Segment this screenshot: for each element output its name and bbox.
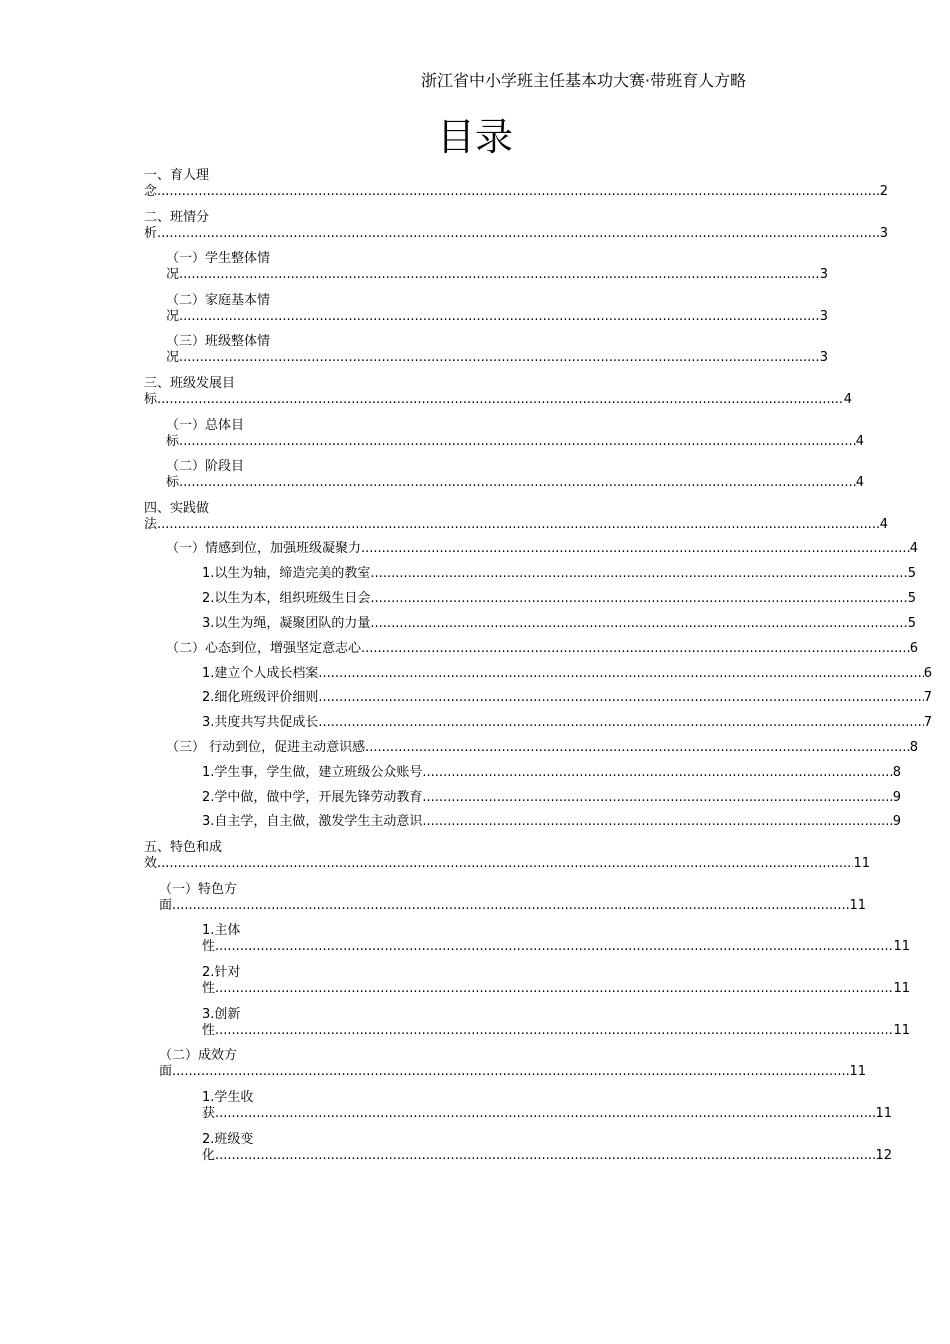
toc-entry-title: 3.共度共写共促成长	[202, 715, 319, 730]
toc-entry-title: （三） 行动到位，促进主动意识感	[166, 740, 366, 755]
toc-entry-title: 2.以生为本，组织班级生日会	[202, 591, 371, 606]
toc-entry[interactable]	[202, 765, 901, 781]
toc-entry-title: 3.创新	[202, 1007, 241, 1022]
toc-entry-title-cont: 析	[144, 226, 158, 241]
toc-entry[interactable]	[166, 740, 918, 756]
toc-entry[interactable]	[202, 666, 932, 682]
toc-entry[interactable]	[166, 541, 918, 557]
toc-entry-title: （二）成效方	[159, 1048, 238, 1063]
toc-entry-title: 五、特色和成	[144, 840, 223, 855]
toc-leader-dots	[361, 641, 910, 657]
toc-entry-title: 三、班级发展目	[144, 376, 236, 391]
toc-leader-dots	[422, 790, 892, 806]
toc-page-number: 7	[923, 715, 932, 730]
toc-page-number: 2	[879, 184, 888, 199]
toc-entry-title: （三）班级整体情	[166, 334, 271, 349]
toc-entry[interactable]	[202, 790, 901, 806]
toc-entry-title: （一）特色方	[159, 882, 238, 897]
toc-entry-title: （二）心态到位，增强坚定意志心	[166, 641, 362, 656]
toc-entry[interactable]	[144, 376, 852, 408]
toc-entry[interactable]	[202, 690, 932, 706]
toc-entry-title-cont: 况	[166, 309, 180, 324]
toc-page-number: 4	[879, 517, 888, 532]
toc-leader-dots	[179, 267, 820, 283]
toc-page-number: 5	[907, 591, 916, 606]
toc-page-number: 4	[855, 475, 864, 490]
toc-leader-dots	[370, 616, 907, 632]
toc-page-number: 8	[909, 740, 918, 755]
toc-entry-title-cont: 化	[202, 1148, 216, 1163]
toc-entry[interactable]	[202, 965, 910, 997]
toc-page-number: 9	[892, 790, 901, 805]
toc-entry-title: 1.主体	[202, 923, 241, 938]
toc-entry-title: 四、实践做	[144, 501, 210, 516]
toc-page-number: 3	[879, 226, 888, 241]
toc-leader-dots	[172, 898, 849, 914]
toc-page-number: 5	[907, 566, 916, 581]
toc-entry-title-cont: 标	[144, 392, 158, 407]
toc-entry[interactable]	[202, 715, 932, 731]
toc-entry-title: 2.学中做，做中学，开展先锋劳动教育	[202, 790, 423, 805]
toc-entry[interactable]	[144, 840, 870, 872]
page-header: 浙江省中小学班主任基本功大赛·带班育人方略	[421, 71, 747, 90]
toc-entry[interactable]	[166, 251, 828, 283]
toc-leader-dots	[422, 814, 892, 830]
toc-entry-title: 3.自主学，自主做，激发学生主动意识	[202, 814, 423, 829]
toc-leader-dots	[370, 591, 907, 607]
toc-entry-title: 2.针对	[202, 965, 241, 980]
toc-leader-dots	[215, 1148, 875, 1164]
page-title: 目录	[436, 115, 513, 159]
toc-entry-title: （二）阶段目	[166, 459, 245, 474]
toc-page-number: 3	[819, 309, 828, 324]
toc-page-number: 6	[909, 641, 918, 656]
toc-entry-title: 2.班级变	[202, 1132, 254, 1147]
toc-entry[interactable]	[202, 1132, 892, 1164]
toc-page-number: 11	[893, 981, 910, 996]
toc-page-number: 3	[819, 267, 828, 282]
toc-entry[interactable]	[202, 1090, 892, 1122]
toc-page-number: 6	[923, 666, 932, 681]
toc-page-number: 11	[849, 898, 866, 913]
toc-entry-title: （一）情感到位，加强班级凝聚力	[166, 541, 362, 556]
toc-leader-dots	[215, 1106, 875, 1122]
toc-entry-title: 1.以生为轴，缔造完美的教室	[202, 566, 371, 581]
toc-leader-dots	[318, 690, 923, 706]
toc-page-number: 7	[923, 690, 932, 705]
toc-entry-title: 3.以生为绳，凝聚团队的力量	[202, 616, 371, 631]
toc-leader-dots	[179, 475, 856, 491]
toc-entry-title-cont: 获	[202, 1106, 216, 1121]
toc-entry-title-cont: 法	[144, 517, 158, 532]
toc-entry-title-cont: 性	[202, 981, 216, 996]
toc-entry[interactable]	[144, 210, 888, 242]
toc-leader-dots	[157, 226, 880, 242]
toc-entry-title: 一、育人理	[144, 168, 210, 183]
toc-page-number: 9	[892, 814, 901, 829]
toc-entry-title: 二、班情分	[144, 210, 210, 225]
toc-entry-title-cont: 况	[166, 350, 180, 365]
toc-entry[interactable]	[166, 459, 864, 491]
toc-leader-dots	[370, 566, 907, 582]
toc-page-number: 11	[853, 856, 870, 871]
toc-page-number: 12	[875, 1148, 892, 1163]
toc-leader-dots	[157, 517, 880, 533]
toc-entry-title-cont: 面	[159, 1064, 173, 1079]
toc-leader-dots	[179, 309, 820, 325]
toc-page-number: 11	[875, 1106, 892, 1121]
toc-page-number: 8	[892, 765, 901, 780]
toc-page-number: 4	[843, 392, 852, 407]
toc-page-number: 4	[855, 434, 864, 449]
toc-leader-dots	[215, 1023, 893, 1039]
toc-entry-title-cont: 标	[166, 434, 180, 449]
toc-leader-dots	[215, 981, 893, 997]
toc-entry[interactable]	[144, 168, 888, 200]
toc-entry-title-cont: 标	[166, 475, 180, 490]
toc-leader-dots	[318, 715, 923, 731]
toc-page-number: 11	[893, 1023, 910, 1038]
toc-leader-dots	[179, 434, 856, 450]
toc-leader-dots	[215, 939, 893, 955]
toc-entry-title: 1.学生收	[202, 1090, 254, 1105]
toc-entry-title-cont: 况	[166, 267, 180, 282]
toc-entry-title: 1.建立个人成长档案	[202, 666, 319, 681]
toc-entry-title: （一）学生整体情	[166, 251, 271, 266]
toc-entry[interactable]	[202, 566, 916, 582]
toc-entry[interactable]	[202, 591, 916, 607]
toc-entry-title-cont: 面	[159, 898, 173, 913]
toc-entry[interactable]	[202, 814, 901, 830]
toc-leader-dots	[172, 1064, 849, 1080]
toc-leader-dots	[179, 350, 820, 366]
toc-entry[interactable]	[166, 641, 918, 657]
toc-leader-dots	[157, 392, 844, 408]
toc-entry-title-cont: 性	[202, 939, 216, 954]
toc-entry[interactable]	[159, 1048, 866, 1080]
toc-leader-dots	[365, 740, 910, 756]
toc-entry-title: （一）总体目	[166, 418, 245, 433]
toc-leader-dots	[361, 541, 910, 557]
toc-entry[interactable]	[159, 882, 866, 914]
toc-page-number: 11	[893, 939, 910, 954]
toc-entry-title: 2.细化班级评价细则	[202, 690, 319, 705]
toc-page-number: 5	[907, 616, 916, 631]
toc-entry[interactable]	[202, 923, 910, 955]
toc-entry-title-cont: 性	[202, 1023, 216, 1038]
toc-entry-title-cont: 念	[144, 184, 158, 199]
toc-page-number: 3	[819, 350, 828, 365]
toc-entry[interactable]	[166, 334, 828, 366]
toc-leader-dots	[157, 856, 853, 872]
toc-leader-dots	[157, 184, 880, 200]
toc-page-number: 4	[909, 541, 918, 556]
toc-entry-title: （二）家庭基本情	[166, 293, 271, 308]
toc-entry[interactable]	[166, 293, 828, 325]
toc-entry[interactable]	[144, 501, 888, 533]
toc-entry-title-cont: 效	[144, 856, 158, 871]
toc-leader-dots	[422, 765, 892, 781]
toc-entry[interactable]	[202, 1007, 910, 1039]
toc-entry-title: 1.学生事，学生做，建立班级公众账号	[202, 765, 423, 780]
toc-page-number: 11	[849, 1064, 866, 1079]
toc-leader-dots	[318, 666, 923, 682]
toc-entry[interactable]	[202, 616, 916, 632]
toc-entry[interactable]	[166, 418, 864, 450]
